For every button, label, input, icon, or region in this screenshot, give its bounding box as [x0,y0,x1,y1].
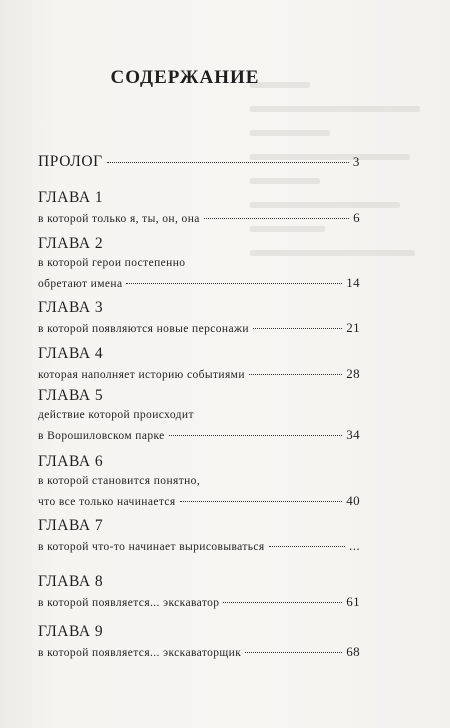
dot-leader [204,218,349,219]
page-number: 68 [346,644,360,659]
dot-leader [107,162,349,163]
dot-leader [253,328,342,329]
dot-leader [269,546,345,547]
page-number: 40 [346,493,360,508]
entry-heading: ГЛАВА 5 [38,387,104,404]
toc-entry-chapter-3 [38,298,360,337]
entry-heading: ГЛАВА 9 [38,623,104,640]
toc-entry-chapter-5 [38,386,360,444]
page-number: ... [349,538,360,553]
page-number: 14 [346,275,360,290]
toc-entry-chapter-2 [38,234,360,292]
entry-subtitle: что все только начинается [38,496,176,508]
toc-entry-chapter-8 [38,572,360,611]
entry-subtitle: в Ворошиловском парке [38,430,165,442]
toc-entry-chapter-9 [38,622,360,661]
entry-subtitle: в которой герои постепенно [38,257,186,269]
entry-subtitle: в которой только я, ты, он, она [38,213,200,225]
entry-heading: ГЛАВА 4 [38,345,104,362]
entry-subtitle: в которой появляется... экскаватор [38,597,220,609]
entry-heading: ГЛАВА 2 [38,235,104,252]
entry-heading: ГЛАВА 8 [38,573,104,590]
dot-leader [245,652,342,653]
entry-subtitle: обретают имена [38,278,123,290]
dot-leader [223,602,342,603]
entry-subtitle: в которой что-то начинает вырисовываться [38,541,265,553]
toc-entry-chapter-4 [38,344,360,383]
toc-entry-chapter-7 [38,516,360,555]
entry-subtitle: действие которой происходит [38,409,194,421]
dot-leader [249,374,342,375]
toc-entry-prolog [38,152,360,172]
entry-heading: ПРОЛОГ [38,153,103,170]
page-number: 34 [346,427,360,442]
page-number: 3 [352,154,360,169]
entry-subtitle: в которой появляются новые персонажи [38,323,249,335]
dot-leader [126,283,342,284]
page-number: 6 [353,210,360,225]
dot-leader [180,501,343,502]
toc-entry-chapter-6 [38,452,360,510]
entry-heading: ГЛАВА 1 [38,189,104,206]
dot-leader [169,435,342,436]
entry-subtitle: которая наполняет историю событиями [38,369,245,381]
page-number: 21 [346,320,360,335]
entry-heading: ГЛАВА 7 [38,517,104,534]
entry-heading: ГЛАВА 3 [38,299,104,316]
entry-subtitle: в которой становится понятно, [38,475,201,487]
entry-heading: ГЛАВА 6 [38,453,104,470]
page-number: 28 [346,366,360,381]
toc-title: СОДЕРЖАНИЕ [110,67,260,88]
entry-subtitle: в которой появляется... экскаваторщик [38,647,242,659]
toc-entry-chapter-1 [38,188,360,227]
page-number: 61 [346,594,360,609]
